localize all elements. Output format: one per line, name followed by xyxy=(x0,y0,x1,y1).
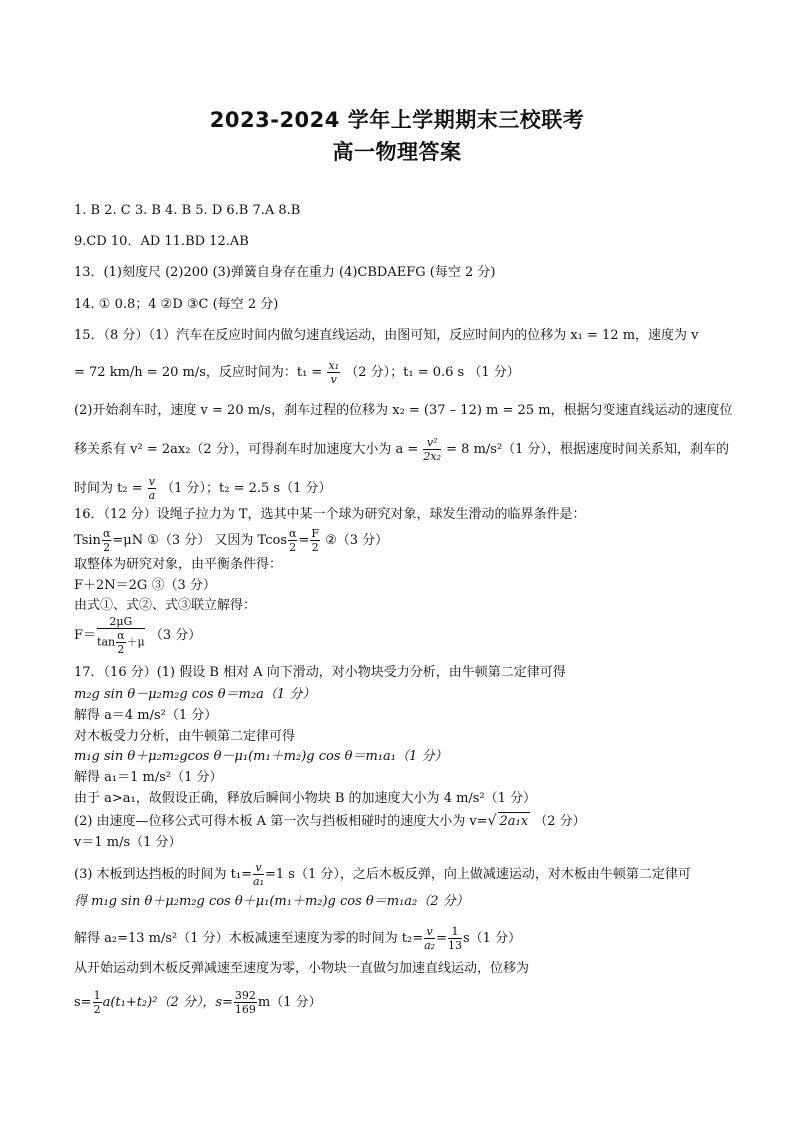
q15-text: （2 分）；t₁ = 0.6 s （1 分） xyxy=(345,365,520,380)
q16-text: ②（3 分） xyxy=(320,533,389,548)
q15-text: = 8 m/s²（1 分），根据速度时间关系知，刹车的 xyxy=(446,442,730,457)
exam-title: 2023-2024 学年上学期期末三校联考 xyxy=(209,108,585,132)
q17-text: (3) 木板到达挡板的时间为 t₁= xyxy=(74,867,253,882)
fraction: $\frac{v}{a}$ xyxy=(148,475,156,502)
q16-text: = xyxy=(298,533,310,548)
q17-text: a(t₁+t₂)²（2 分），s= xyxy=(102,995,233,1010)
q16-line-2 xyxy=(74,528,388,553)
q17-line-12: 解得 a₂=13 m/s²（1 分）木板减速至速度为零的时间为 t₂= $\frac{v}{\text{a₂}}$ = $\frac{1}{13}$ s（1 分） xyxy=(74,925,522,952)
mc-answers-line-1: 1. B 2. C 3. B 4. B 5. D 6.B 7.A 8.B xyxy=(74,203,301,218)
q16-text: =μN ①（3 分） 又因为 Tcos xyxy=(112,533,287,548)
q17-line-9: v＝1 m/s（1 分） xyxy=(74,835,182,850)
q17-line-14 xyxy=(74,990,322,1015)
q15-text: 时间为 t₂ = xyxy=(74,481,143,496)
q16-text: F＝ xyxy=(74,628,97,643)
fraction: $\frac{1}{13}$ xyxy=(448,925,462,952)
q16-line-5: 由式①、式②、式③联立解得： xyxy=(74,598,257,613)
fraction: $\frac{v}{\text{a₁}}$ xyxy=(253,861,264,888)
q15-line-5 xyxy=(74,476,331,501)
mc-answers-line-2: 9.CD 10．AD 11.BD 12.AB xyxy=(74,234,249,249)
q17-text: =1 s（1 分），之后木板反弹，向上做减速运动，对木板由牛顿第二定律可 xyxy=(264,867,691,882)
q16-line-6 xyxy=(74,614,201,658)
fraction: $\frac{1}{2}$ xyxy=(93,989,101,1016)
fraction: $\frac{\alpha}{2}$ xyxy=(289,527,297,554)
sqrt-sign: √ xyxy=(487,813,497,829)
answer-title: 高一物理答案 xyxy=(332,140,462,164)
q17-text: 解得 a₂=13 m/s²（1 分）木板减速至速度为零的时间为 t₂= xyxy=(74,931,424,946)
q17-line-13: 从开始运动到木板反弹减速至速度为零，小物块一直做匀加速直线运动，位移为 xyxy=(74,961,530,976)
q15-line-3: (2)开始刹车时，速度 v = 20 m/s，刹车过程的位移为 x₂ = (37 – 12) m = 25 m，根据匀变速直线运动的速度位 xyxy=(74,403,733,418)
q15-text: 移关系有 v² = 2ax₂（2 分），可得刹车时加速度大小为 a = xyxy=(74,442,419,457)
q17-text: (2) 由速度—位移公式可得木板 A 第一次与挡板相碰时的速度大小为 v= xyxy=(74,814,488,829)
q17-line-10 xyxy=(74,862,691,887)
q17-line-3: 解得 a＝4 m/s²（1 分） xyxy=(74,708,218,723)
q17-line-6: 解得 a₁＝1 m/s²（1 分） xyxy=(74,770,223,785)
q16-line-1: 16．（12 分）设绳子拉力为 T，选其中某一个球为研究对象，球发生滑动的临界条件是： xyxy=(74,507,586,522)
q17-line-4: 对木板受力分析，由牛顿第二定律可得 xyxy=(74,729,296,744)
q17-text: s（1 分） xyxy=(463,931,522,946)
q15-line-1: 15．（8 分）（1）汽车在反应时间内做匀速直线运动，由图可知，反应时间内的位移为 x₁ = 12 m，速度为 v xyxy=(74,328,699,343)
q17-line-5: m₁g sin θ＋μ₂m₂gcos θ－μ₁(m₁＋m₂)g cos θ＝m₁a₁（1 分） xyxy=(74,749,448,764)
q17-line-8: (2) 由速度—位移公式可得木板 A 第一次与挡板相碰时的速度大小为 v=√ 2a₁x （2 分） xyxy=(74,813,586,829)
q16-line-4: F＋2N＝2G ③（3 分） xyxy=(74,578,216,593)
q15-line-2 xyxy=(74,360,520,385)
q16-line-3: 取整体为研究对象，由平衡条件得： xyxy=(74,557,283,572)
fraction: $\frac{392}{169}$ xyxy=(234,989,256,1016)
q16-text: Tsin xyxy=(74,533,101,548)
fraction: $\frac{v}{\text{a₂}}$ xyxy=(424,925,436,952)
q15-line-4 xyxy=(74,437,729,462)
fraction: 2μG tan $\frac{\alpha}{2}$ ＋μ xyxy=(97,615,145,656)
fraction: $\frac{F}{2}$ xyxy=(311,527,319,554)
fraction: $\frac{\text{x₁}}{v}$ xyxy=(328,359,340,386)
q17-line-2: m₂g sin θ－μ₂m₂g cos θ＝m₂a（1 分） xyxy=(74,687,316,702)
fraction: $\frac{\alpha}{2}$ xyxy=(117,629,125,656)
q17-line-11: 得 m₁g sin θ＋μ₂m₂g cos θ＋μ₁(m₁＋m₂)g cos θ＝m₁a₂（2 分） xyxy=(74,894,469,909)
q17-line-7: 由于 a>a₁，故假设正确，释放后瞬间小物块 B 的加速度大小为 4 m/s²（1 分） xyxy=(74,791,537,806)
fraction: $\frac{\text{v²}}{\text{2x₂}}$ xyxy=(423,436,441,463)
q17-line-1: 17．（16 分）(1) 假设 B 相对 A 向下滑动，对小物块受力分析，由牛顿第二定律可得 xyxy=(74,665,566,680)
q17-text: s= xyxy=(74,995,92,1010)
q13-answer: 13．(1)刻度尺 (2)200 (3)弹簧自身存在重力 (4)CBDAEFG (每空 2 分) xyxy=(74,265,496,280)
q14-answer: 14. ① 0.8；4 ②D ③C (每空 2 分) xyxy=(74,297,279,312)
q15-text: = 72 km/h = 20 m/s，反应时间为：t₁ = xyxy=(74,365,323,380)
fraction: $\frac{\alpha}{2}$ xyxy=(102,527,111,554)
q16-text: （3 分） xyxy=(145,628,202,643)
q17-text: m（1 分） xyxy=(257,995,322,1010)
q17-text: （2 分） xyxy=(530,814,586,829)
q15-text: （1 分）；t₂ = 2.5 s（1 分） xyxy=(161,481,332,496)
